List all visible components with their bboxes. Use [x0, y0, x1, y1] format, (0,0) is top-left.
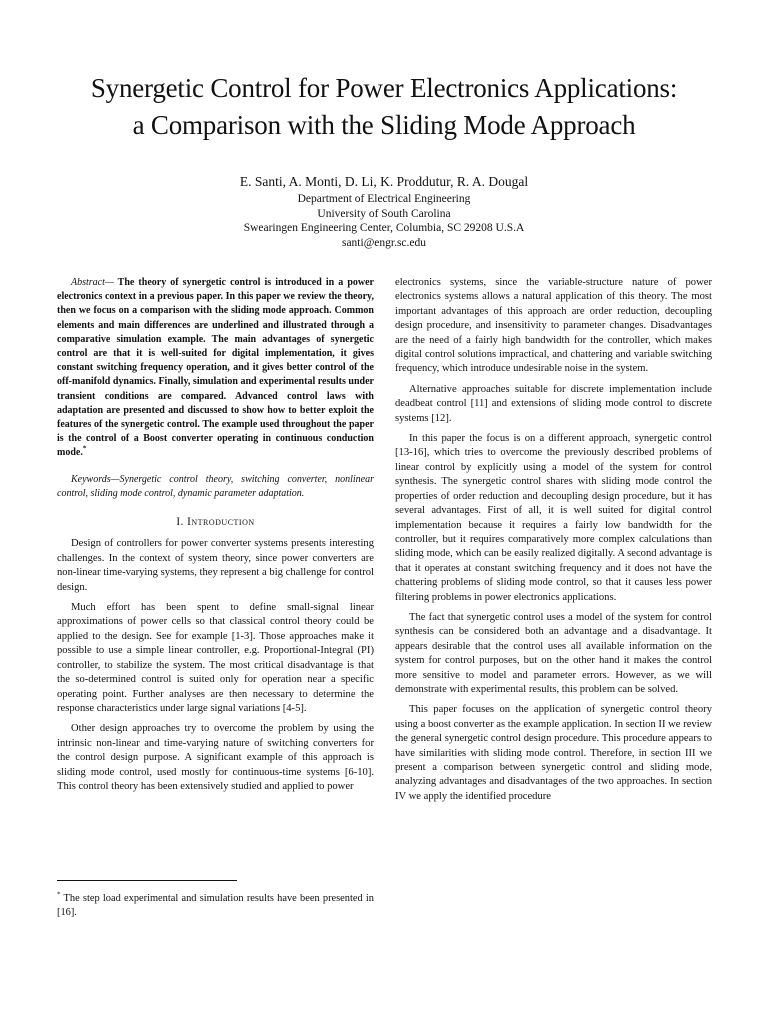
abstract-label: Abstract—: [71, 277, 114, 288]
footnote-text: The step load experimental and simulation results have been presented in [16].: [57, 893, 374, 918]
paragraph: The fact that synergetic control uses a model of the system for control synthesis can be considered both an advantage and a disadvantage. It appears desirable that the control uses all available information on the system for control purposes, but on the other hand it makes the control more sensitive to model and parameter errors. However, as we will demonstrate with experimental results, this problem can be solved.: [395, 611, 712, 695]
section-heading-introduction: [57, 515, 374, 529]
affiliation-university: University of South Carolina: [317, 207, 451, 220]
abstract: [57, 276, 374, 461]
title-line-1: Synergetic Control for Power Electronics Applications:: [90, 73, 678, 103]
paragraph: Other design approaches try to overcome the problem by using the intrinsic non-linear and time-varying nature of switching converters for the control design purpose. A significant example of this approach is sliding mode control, used mostly for continuous-time systems [6-10]. This control theory has been extensively studied and applied to power: [57, 723, 374, 792]
abstract-text: The theory of synergetic control is introduced in a power electronics context in a previous paper. In this paper we review the theory, then we focus on a comparison with the sliding mode approach. Common elements and main differences are underlined and illustrated through a comparative simulation example. The main advantages of synergetic control are that it is well-suited for digital implementation, it gives constant switching frequency operation, and it gives better control of the off-manifold dynamics. Finally, simulation and experimental results under transient conditions are compared. Advanced control laws with adaptation are presented and discussed to show how to better exploit the features of the synergetic control. The example used throughout the paper is the control of a Boost converter operating in continuous conduction mode.: [57, 277, 374, 459]
title-line-2: a Comparison with the Sliding Mode Approach: [132, 110, 636, 140]
right-column: [395, 276, 712, 810]
paragraph: Alternative approaches suitable for discrete implementation include deadbeat control [11] and extensions of sliding mode control to discrete systems [12].: [395, 383, 712, 424]
left-column: [57, 276, 374, 800]
section-title: Introduction: [187, 516, 255, 529]
keywords: Keywords—Synergetic control theory, switching converter, nonlinear control, sliding mode control, dynamic parameter adaptation.: [57, 473, 374, 499]
footnote: [57, 892, 374, 920]
author-list: E. Santi, A. Monti, D. Li, K. Proddutur, R. A. Dougal: [239, 174, 529, 189]
abstract-footnote-mark: *: [82, 445, 87, 454]
affiliation-email: santi@engr.sc.edu: [341, 237, 427, 250]
paper-title: [20, 70, 748, 144]
paragraph: Much effort has been spent to define small-signal linear approximations of power cells so that classical control theory could be applied to the design. See for example [1-3]. Those approaches make it possible to use a simple linear controller, e.g. Proportional-Integral (PI) controller, to stabilize the system. The most critical disadvantage is that the so-determined control is suited only for operation near a specific operating point. Further analyses are then necessary to determine the response characteristics under large signal variations [4-5].: [57, 602, 374, 714]
affiliation: [20, 192, 748, 251]
paragraph: This paper focuses on the application of synergetic control theory using a boost converter as the example application. In section II we review the general synergetic control design procedure. This procedure appears to have similarities with sliding mode control. Therefore, in section III we present a comparison between synergetic control and sliding mode, analyzing advantages and disadvantages of the two approaches. In section IV we apply the identified procedure: [395, 704, 712, 802]
footnote-mark: *: [57, 890, 61, 899]
paragraph: electronics systems, since the variable-structure nature of power electronics systems allows a natural application of this theory. The most important advantages of this approach are order reduction, decoupling design procedure, and insensitivity to parameter changes. Disadvantages are the need of a fairly high bandwidth for the controller, which makes digital control solutions impractical, and chattering and variable switching frequency, which introduce undesirable noise in the system.: [395, 277, 712, 375]
paragraph: In this paper the focus is on a different approach, synergetic control [13-16], which tries to overcome the previously described problems of linear control by explicitly using a model of the system for control synthesis. The synergetic control shares with sliding mode control the properties of order reduction and decoupling design procedure, but it has several advantages. First of all, it is well suited for digital control implementation because it requires a fairly low bandwidth for the controller, but it requires comparatively more complex calculations than sliding mode, which can be easily realized digitally. A second advantage is that it operates at constant switching frequency and it does not have the chattering problems of sliding mode control, so that it causes less power filtering problems in power electronics applications.: [395, 433, 712, 603]
paragraph: Design of controllers for power converter systems presents interesting challenges. In the context of system theory, since power converters are non-linear time-varying systems, they represent a big challenge for control design.: [57, 538, 374, 593]
affiliation-center: Swearingen Engineering Center, Columbia, SC 29208 U.S.A: [243, 222, 525, 235]
affiliation-department: Department of Electrical Engineering: [297, 193, 471, 205]
section-number: I.: [176, 516, 184, 529]
footnote-rule: [57, 880, 237, 881]
